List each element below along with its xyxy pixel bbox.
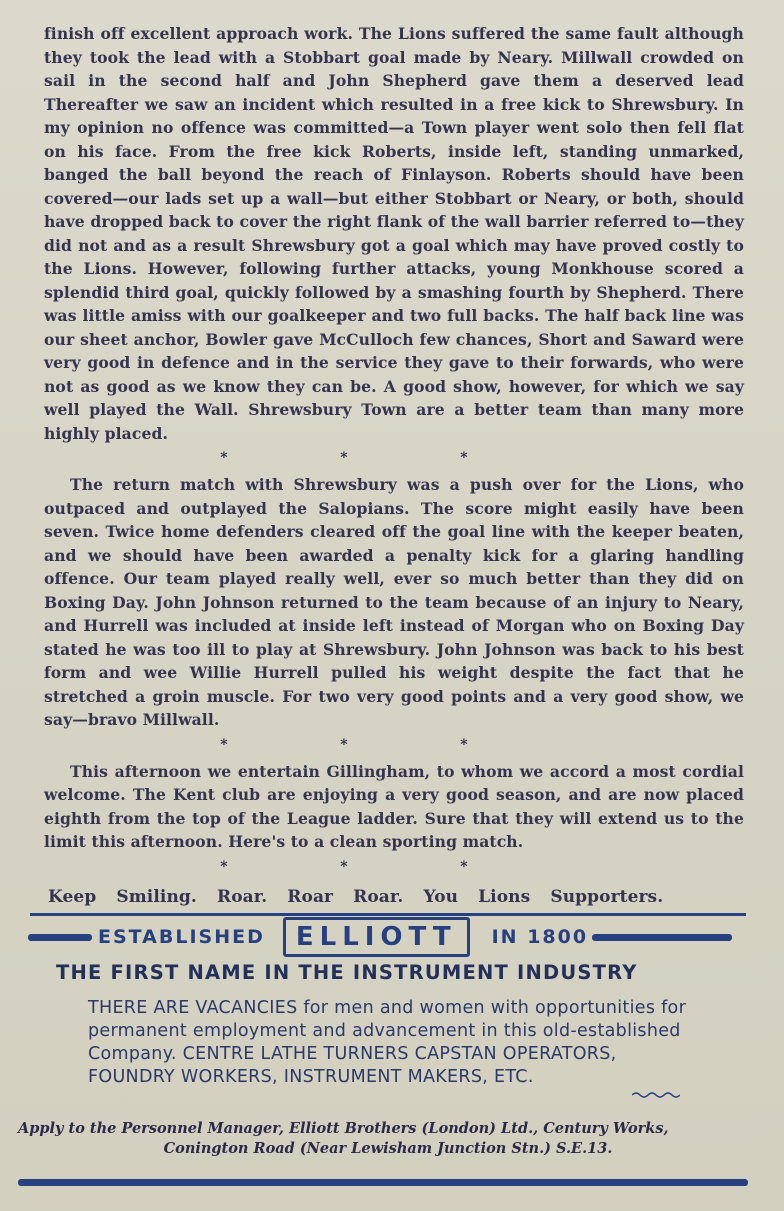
advert-headline: THE FIRST NAME IN THE INSTRUMENT INDUSTRY <box>56 961 638 984</box>
section-separator <box>164 447 524 466</box>
match-report <box>44 22 744 909</box>
squiggle-mark <box>632 1091 680 1099</box>
separator-star: * <box>220 450 228 466</box>
report-paragraph-gillingham-preview: This afternoon we entertain Gillingham, to whom we accord a most cordial welcome. The Kent club are enjoying a very good season, and are now placed eighth from the top of the League ladder. Sure that they will extend us to the limit this afternoon. Here's to a clean sporting match. <box>44 761 744 851</box>
separator-star: * <box>460 736 468 753</box>
vacancies-text: THERE ARE VACANCIES for men and women with opportunities for permanent employment and advancement in this old-established Company. CENTRE LATHE TURNERS CAPSTAN OPERATORS, FOUNDRY WORKERS, INSTRUMENT MAKERS, ETC. <box>88 998 687 1087</box>
separator-star: * <box>460 450 468 466</box>
established-year: IN 1800 <box>491 926 589 948</box>
separator-star: * <box>220 736 228 753</box>
right-bar <box>592 934 732 941</box>
closing-line: Keep Smiling. Roar. Roar Roar. You Lions Supporters. <box>48 886 664 907</box>
elliott-logo: ELLIOTT <box>283 917 470 957</box>
apply-line-2: Conington Road (Near Lewisham Junction Stn.) S.E.13. <box>163 1140 613 1157</box>
elliott-advertisement <box>18 893 758 1203</box>
separator-star: * <box>220 858 228 875</box>
bottom-rule <box>18 1179 748 1186</box>
report-paragraph-shrewsbury-away: finish off excellent approach work. The Lions suffered the same fault although they took the lead with a Stobbart goal made by Neary. Millwall crowded on sail in the second half and John Shepherd gave them a deserved lead Thereafter we saw an incident which resulted in a free kick to Shrewsbury. In my opinion no offence was committed—a Town player went solo then fell flat on his face. From the free kick Roberts, inside left, standing unmarked, banged the ball beyond the reach of Finlayson. Roberts should have been covered—our lads set up a wall—but either Stobbart or Neary, or both, should have dropped back to cover the right flank of the wall barrier referred to—they did not and as a result Shrewsbury got a goal which may have proved costly to the Lions. However, following further attacks, young Monkhouse scored a splendid third goal, quickly followed by a smashing fourth by Shepherd. There was little amiss with our goalkeeper and two full backs. The half back line was our sheet anchor, Bowler gave McCulloch few chances, Short and Saward were very good in defence and in the service they gave to their forwards, who were not as good as we know they can be. A good show, however, for which we say well played the Wall. Shrewsbury Town are a better team than many more highly placed. <box>44 24 744 443</box>
separator-star: * <box>340 736 348 753</box>
separator-star: * <box>340 450 348 466</box>
top-rule <box>30 913 746 916</box>
separator-star: * <box>340 858 348 875</box>
established-row <box>18 917 758 957</box>
separator-star: * <box>460 858 468 875</box>
apply-address <box>18 1119 758 1159</box>
section-separator <box>164 734 524 753</box>
left-bar <box>28 934 92 941</box>
established-label: ESTABLISHED <box>98 926 265 948</box>
section-separator <box>164 856 524 875</box>
apply-line-1: Apply to the Personnel Manager, Elliott Brothers (London) Ltd., Century Works, <box>18 1120 669 1137</box>
report-paragraph-shrewsbury-return: The return match with Shrewsbury was a push over for the Lions, who outpaced and outplayed the Salopians. The score might easily have been seven. Twice home defenders cleared off the goal line with the keeper beaten, and we should have been awarded a penalty kick for a glaring handling offence. Our team played really well, ever so much better than they did on Boxing Day. John Johnson returned to the team because of an injury to Neary, and Hurrell was included at inside left instead of Morgan who on Boxing Day stated he was too ill to play at Shrewsbury. John Johnson was back to his best form and wee Willie Hurrell pulled his weight despite the fact that he stretched a groin muscle. For two very good points and a very good show, we say—bravo Millwall. <box>44 475 744 729</box>
